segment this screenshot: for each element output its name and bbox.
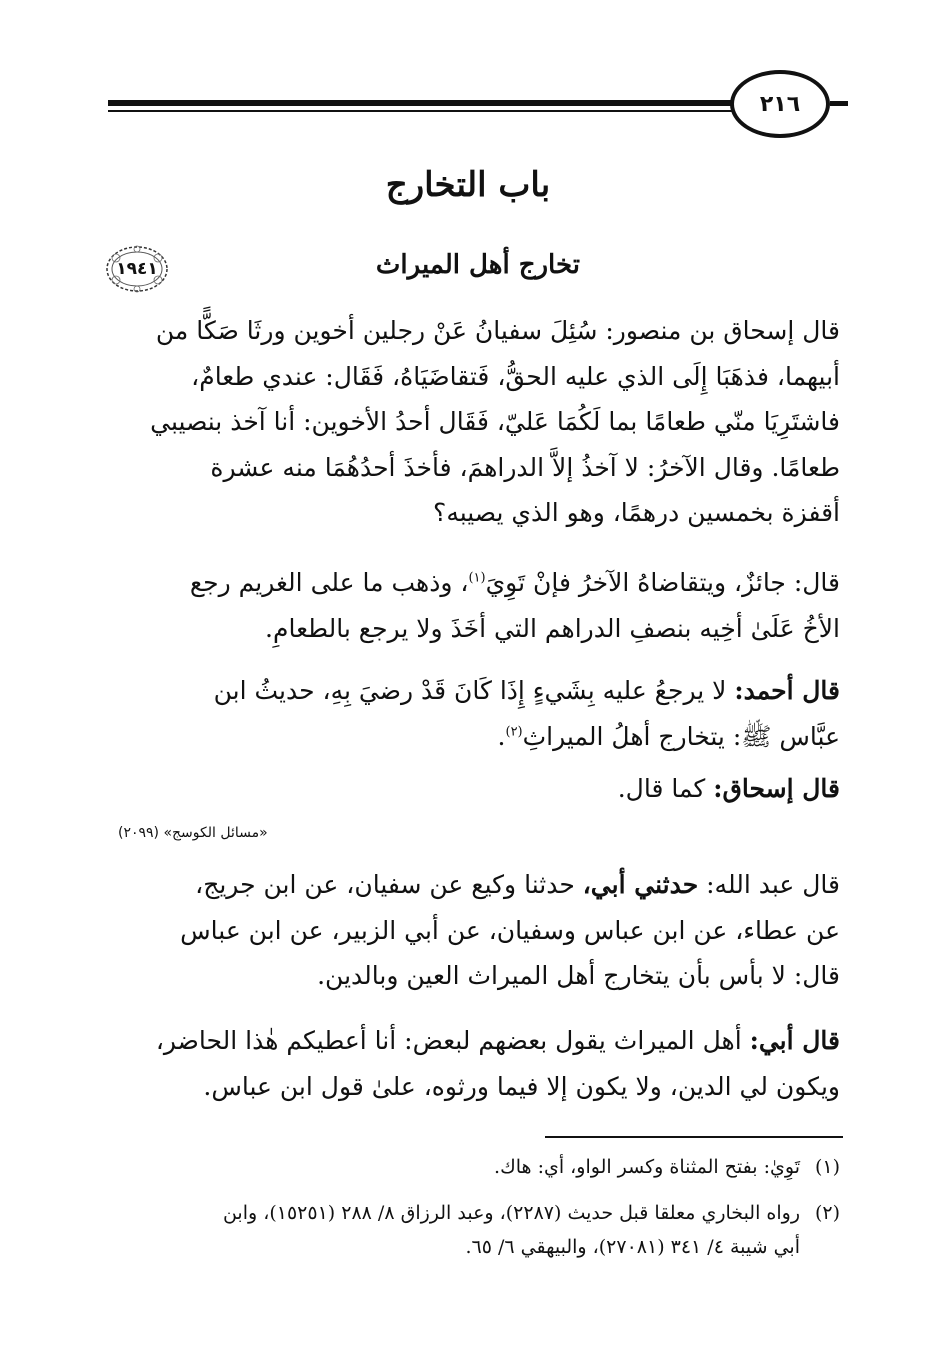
paragraph-ishaq [100, 766, 840, 812]
text-line: عن عطاء، عن ابن عباس وسفيان، عن أبي الزبير، عن ابن عباس [180, 915, 840, 945]
header-rule-thin [108, 110, 736, 112]
text-segment: لا يرجعُ عليه بِشَيءٍ إِذَا كَانَ قَدْ رضيَ بِهِ، حديثُ ابن [213, 676, 727, 705]
paragraph-question [100, 308, 840, 536]
text-line [100, 560, 840, 606]
header-rule-end [830, 101, 848, 106]
text-line [100, 1018, 840, 1064]
paragraph-abi [100, 1018, 840, 1109]
text-line [100, 766, 840, 812]
footnote-item [100, 1150, 840, 1184]
footnote-separator [545, 1136, 843, 1138]
text-line: فاشتَرِيَا منّي طعامًا بما لَكُمَا عَليّ، فَقَال أحدُ الأخوين: أنا آخذ بنصيبي [150, 407, 840, 436]
text-segment: حدثنا وكيع عن سفيان، عن ابن جريج، [195, 870, 575, 899]
footnote-marker[interactable]: (١) [468, 570, 486, 586]
text-segment: . [497, 721, 506, 751]
text-segment: عبَّاس ﷺ: يتخارج أهلُ الميراثِ [522, 721, 840, 751]
speaker-label: قال أحمد: [734, 676, 840, 705]
chapter-title: باب التخارج [385, 165, 551, 205]
issue-title: تخارج أهل الميراث [375, 250, 580, 280]
text-line: الأخُ عَلَىٰ أخِيه بنصفِ الدراهم التي أخَذَ ولا يرجع بالطعامِ. [265, 613, 840, 643]
paragraph-answer [100, 560, 840, 651]
text-segment: كما قال. [617, 774, 706, 803]
text-line [100, 714, 840, 760]
text-line: قال إسحاق بن منصور: سُئِلَ سفيانُ عَنْ رجلين أخوين ورثَا صَكًّا من [155, 316, 840, 345]
text-line [100, 862, 840, 908]
issue-number-badge [104, 244, 170, 294]
footnote-line: رواه البخاري معلقا قبل حديث (٢٢٨٧)، وعبد الرزاق ٨/ ٢٨٨ (١٥٢٥١)، وابن [222, 1202, 800, 1224]
paragraph-ahmad [100, 668, 840, 759]
speaker-label: قال أبي: [749, 1026, 840, 1055]
paragraph-abdullah [100, 862, 840, 999]
text-line [100, 668, 840, 714]
footnote-text [100, 1196, 800, 1264]
text-line: أبيهما، فذهَبَا إِلَى الذي عليه الحقُّ، فَتقاضَيَاهُ، فَقَال: عندي طعامٌ، [191, 361, 840, 391]
source-reference: «مسائل الكوسج» (٢٠٩٩) [118, 825, 268, 841]
text-segment: قال: جائزٌ، ويتقاضاهُ الآخرُ فإنْ تَوِيَ [485, 568, 840, 597]
text-line: قال: لا بأس بأن يتخارج أهل الميراث العين وبالدين. [317, 961, 840, 990]
footnote-number: (١) [814, 1156, 840, 1178]
text-segment: ، وذهب ما على الغريم رجع [189, 568, 469, 597]
footnote-item [100, 1196, 840, 1264]
page-number: ٢١٦ [730, 70, 830, 138]
text-segment: أهل الميراث يقول بعضهم لبعض: أنا أعطيكم هٰذا الحاضر، [155, 1026, 742, 1055]
text-segment: قال عبد الله: [706, 870, 840, 899]
footnote-number: (٢) [814, 1202, 840, 1224]
footnote-line: أبي شيبة ٤/ ٣٤١ (٢٧٠٨١)، والبيهقي ٦/ ٦٥. [465, 1236, 800, 1258]
header-rule [108, 100, 736, 106]
issue-number: ١٩٤١ [116, 259, 158, 279]
text-line: أقفزة بخمسين درهمًا، وهو الذي يصيبه؟ [433, 498, 840, 527]
footnote-text: تَوِيٰ: بفتح المثناة وكسر الواو، أي: هاك. [494, 1156, 800, 1178]
text-line: طعامًا. وقال الآخرُ: لا آخذُ إلاَّ الدراهمَ، فأخذَ أحدُهُمَا منه عشرة [210, 452, 840, 482]
speaker-label: قال إسحاق: [713, 774, 840, 803]
text-line: ويكون لي الدين، ولا يكون إلا فيما ورثوه، علىٰ قول ابن عباس. [203, 1071, 840, 1101]
footnote-marker[interactable]: (٢) [505, 724, 523, 740]
narrator-label: حدثني أبي، [582, 870, 699, 899]
